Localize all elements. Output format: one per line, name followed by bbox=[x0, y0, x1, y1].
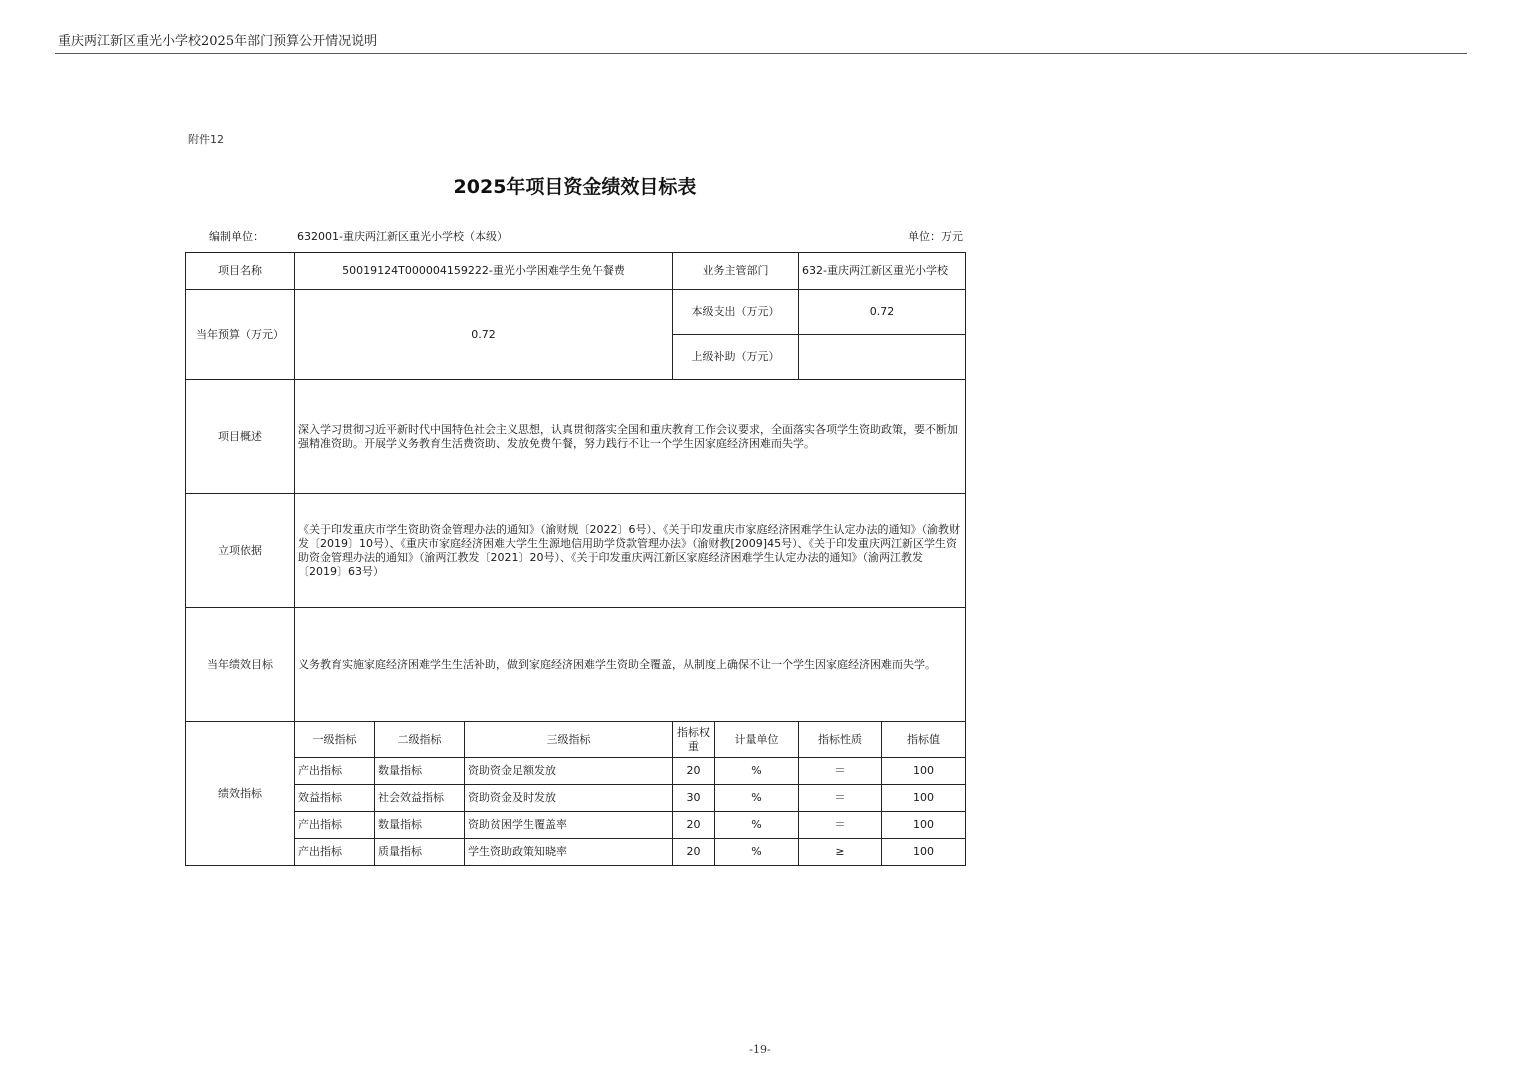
performance-target-table bbox=[185, 252, 966, 866]
indicator-row bbox=[186, 839, 966, 866]
overview-text: 深入学习贯彻习近平新时代中国特色社会主义思想，认真贯彻落实全国和重庆教育工作会议要求，全面落实各项学生资助政策，要不断加强精准资助。开展学义务教育生活费资助、发放免费午餐，努力践行不让一个学生因家庭经济困难而失学。 bbox=[295, 380, 966, 494]
indicator-value: 100 bbox=[882, 758, 966, 785]
indicator-nature: ＝ bbox=[799, 812, 882, 839]
indicator-level1: 产出指标 bbox=[295, 758, 375, 785]
goal-label: 当年绩效目标 bbox=[186, 608, 295, 722]
indicator-header: 三级指标 bbox=[465, 722, 673, 758]
indicator-header: 指标权重 bbox=[673, 722, 715, 758]
compiling-unit-value: 632001-重庆两江新区重光小学校（本级） bbox=[297, 230, 508, 243]
indicator-level1: 产出指标 bbox=[295, 839, 375, 866]
currency-unit: 单位：万元 bbox=[908, 230, 963, 243]
indicator-value: 100 bbox=[882, 839, 966, 866]
budget-value: 0.72 bbox=[295, 290, 673, 380]
department-label: 业务主管部门 bbox=[673, 253, 799, 290]
indicator-row bbox=[186, 785, 966, 812]
indicator-level3: 学生资助政策知晓率 bbox=[465, 839, 673, 866]
indicator-level1: 产出指标 bbox=[295, 812, 375, 839]
indicator-level3: 资助贫困学生覆盖率 bbox=[465, 812, 673, 839]
own-expenditure-label: 本级支出（万元） bbox=[673, 290, 799, 335]
indicator-unit: % bbox=[715, 758, 799, 785]
indicator-header: 指标值 bbox=[882, 722, 966, 758]
indicator-header: 计量单位 bbox=[715, 722, 799, 758]
indicator-level1: 效益指标 bbox=[295, 785, 375, 812]
project-name-label: 项目名称 bbox=[186, 253, 295, 290]
indicator-weight: 20 bbox=[673, 758, 715, 785]
compiling-unit-label: 编制单位： bbox=[209, 230, 264, 243]
project-name-value: 50019124T000004159222-重光小学困难学生免午餐费 bbox=[295, 253, 673, 290]
indicator-nature: ＝ bbox=[799, 758, 882, 785]
indicator-level2: 数量指标 bbox=[375, 758, 465, 785]
indicator-nature: ＝ bbox=[799, 785, 882, 812]
attachment-label: 附件12 bbox=[188, 133, 224, 146]
indicator-level2: 质量指标 bbox=[375, 839, 465, 866]
upper-subsidy-value bbox=[799, 335, 966, 380]
indicator-weight: 20 bbox=[673, 839, 715, 866]
basis-label: 立项依据 bbox=[186, 494, 295, 608]
indicator-header: 一级指标 bbox=[295, 722, 375, 758]
own-expenditure-value: 0.72 bbox=[799, 290, 966, 335]
page-header-title: 重庆两江新区重光小学校2025年部门预算公开情况说明 bbox=[58, 34, 378, 49]
indicator-weight: 20 bbox=[673, 812, 715, 839]
indicator-level2: 社会效益指标 bbox=[375, 785, 465, 812]
overview-label: 项目概述 bbox=[186, 380, 295, 494]
budget-label: 当年预算（万元） bbox=[186, 290, 295, 380]
indicator-weight: 30 bbox=[673, 785, 715, 812]
indicator-unit: % bbox=[715, 785, 799, 812]
goal-text: 义务教育实施家庭经济困难学生生活补助，做到家庭经济困难学生资助全覆盖，从制度上确保不让一个学生因家庭经济困难而失学。 bbox=[295, 608, 966, 722]
indicator-level3: 资助资金足额发放 bbox=[465, 758, 673, 785]
indicator-level2: 数量指标 bbox=[375, 812, 465, 839]
indicator-nature: ≥ bbox=[799, 839, 882, 866]
indicator-level3: 资助资金及时发放 bbox=[465, 785, 673, 812]
department-value: 632-重庆两江新区重光小学校 bbox=[799, 253, 966, 290]
indicator-value: 100 bbox=[882, 785, 966, 812]
header-divider bbox=[55, 53, 1467, 54]
indicator-header: 指标性质 bbox=[799, 722, 882, 758]
indicator-row bbox=[186, 758, 966, 785]
upper-subsidy-label: 上级补助（万元） bbox=[673, 335, 799, 380]
indicator-unit: % bbox=[715, 839, 799, 866]
document-title: 2025年项目资金绩效目标表 bbox=[453, 176, 697, 198]
indicator-row bbox=[186, 812, 966, 839]
indicator-value: 100 bbox=[882, 812, 966, 839]
indicator-header: 二级指标 bbox=[375, 722, 465, 758]
indicators-label: 绩效指标 bbox=[186, 722, 295, 866]
page-number: -19- bbox=[749, 1043, 771, 1056]
indicator-unit: % bbox=[715, 812, 799, 839]
basis-text: 《关于印发重庆市学生资助资金管理办法的通知》（渝财规〔2022〕6号）、《关于印发重庆市家庭经济困难学生认定办法的通知》（渝教财发〔2019〕10号）、《重庆市家庭经济困难大学生生源地信用助学贷款管理办法》（渝财教[2009]45号）、《关于印发重庆两江新区学生资助资金管理办法的通知》（渝两江教发〔2021〕20号）、《关于印发重庆两江新区家庭经济困难学生认定办法的通知》（渝两江教发〔2019〕63号） bbox=[295, 494, 966, 608]
